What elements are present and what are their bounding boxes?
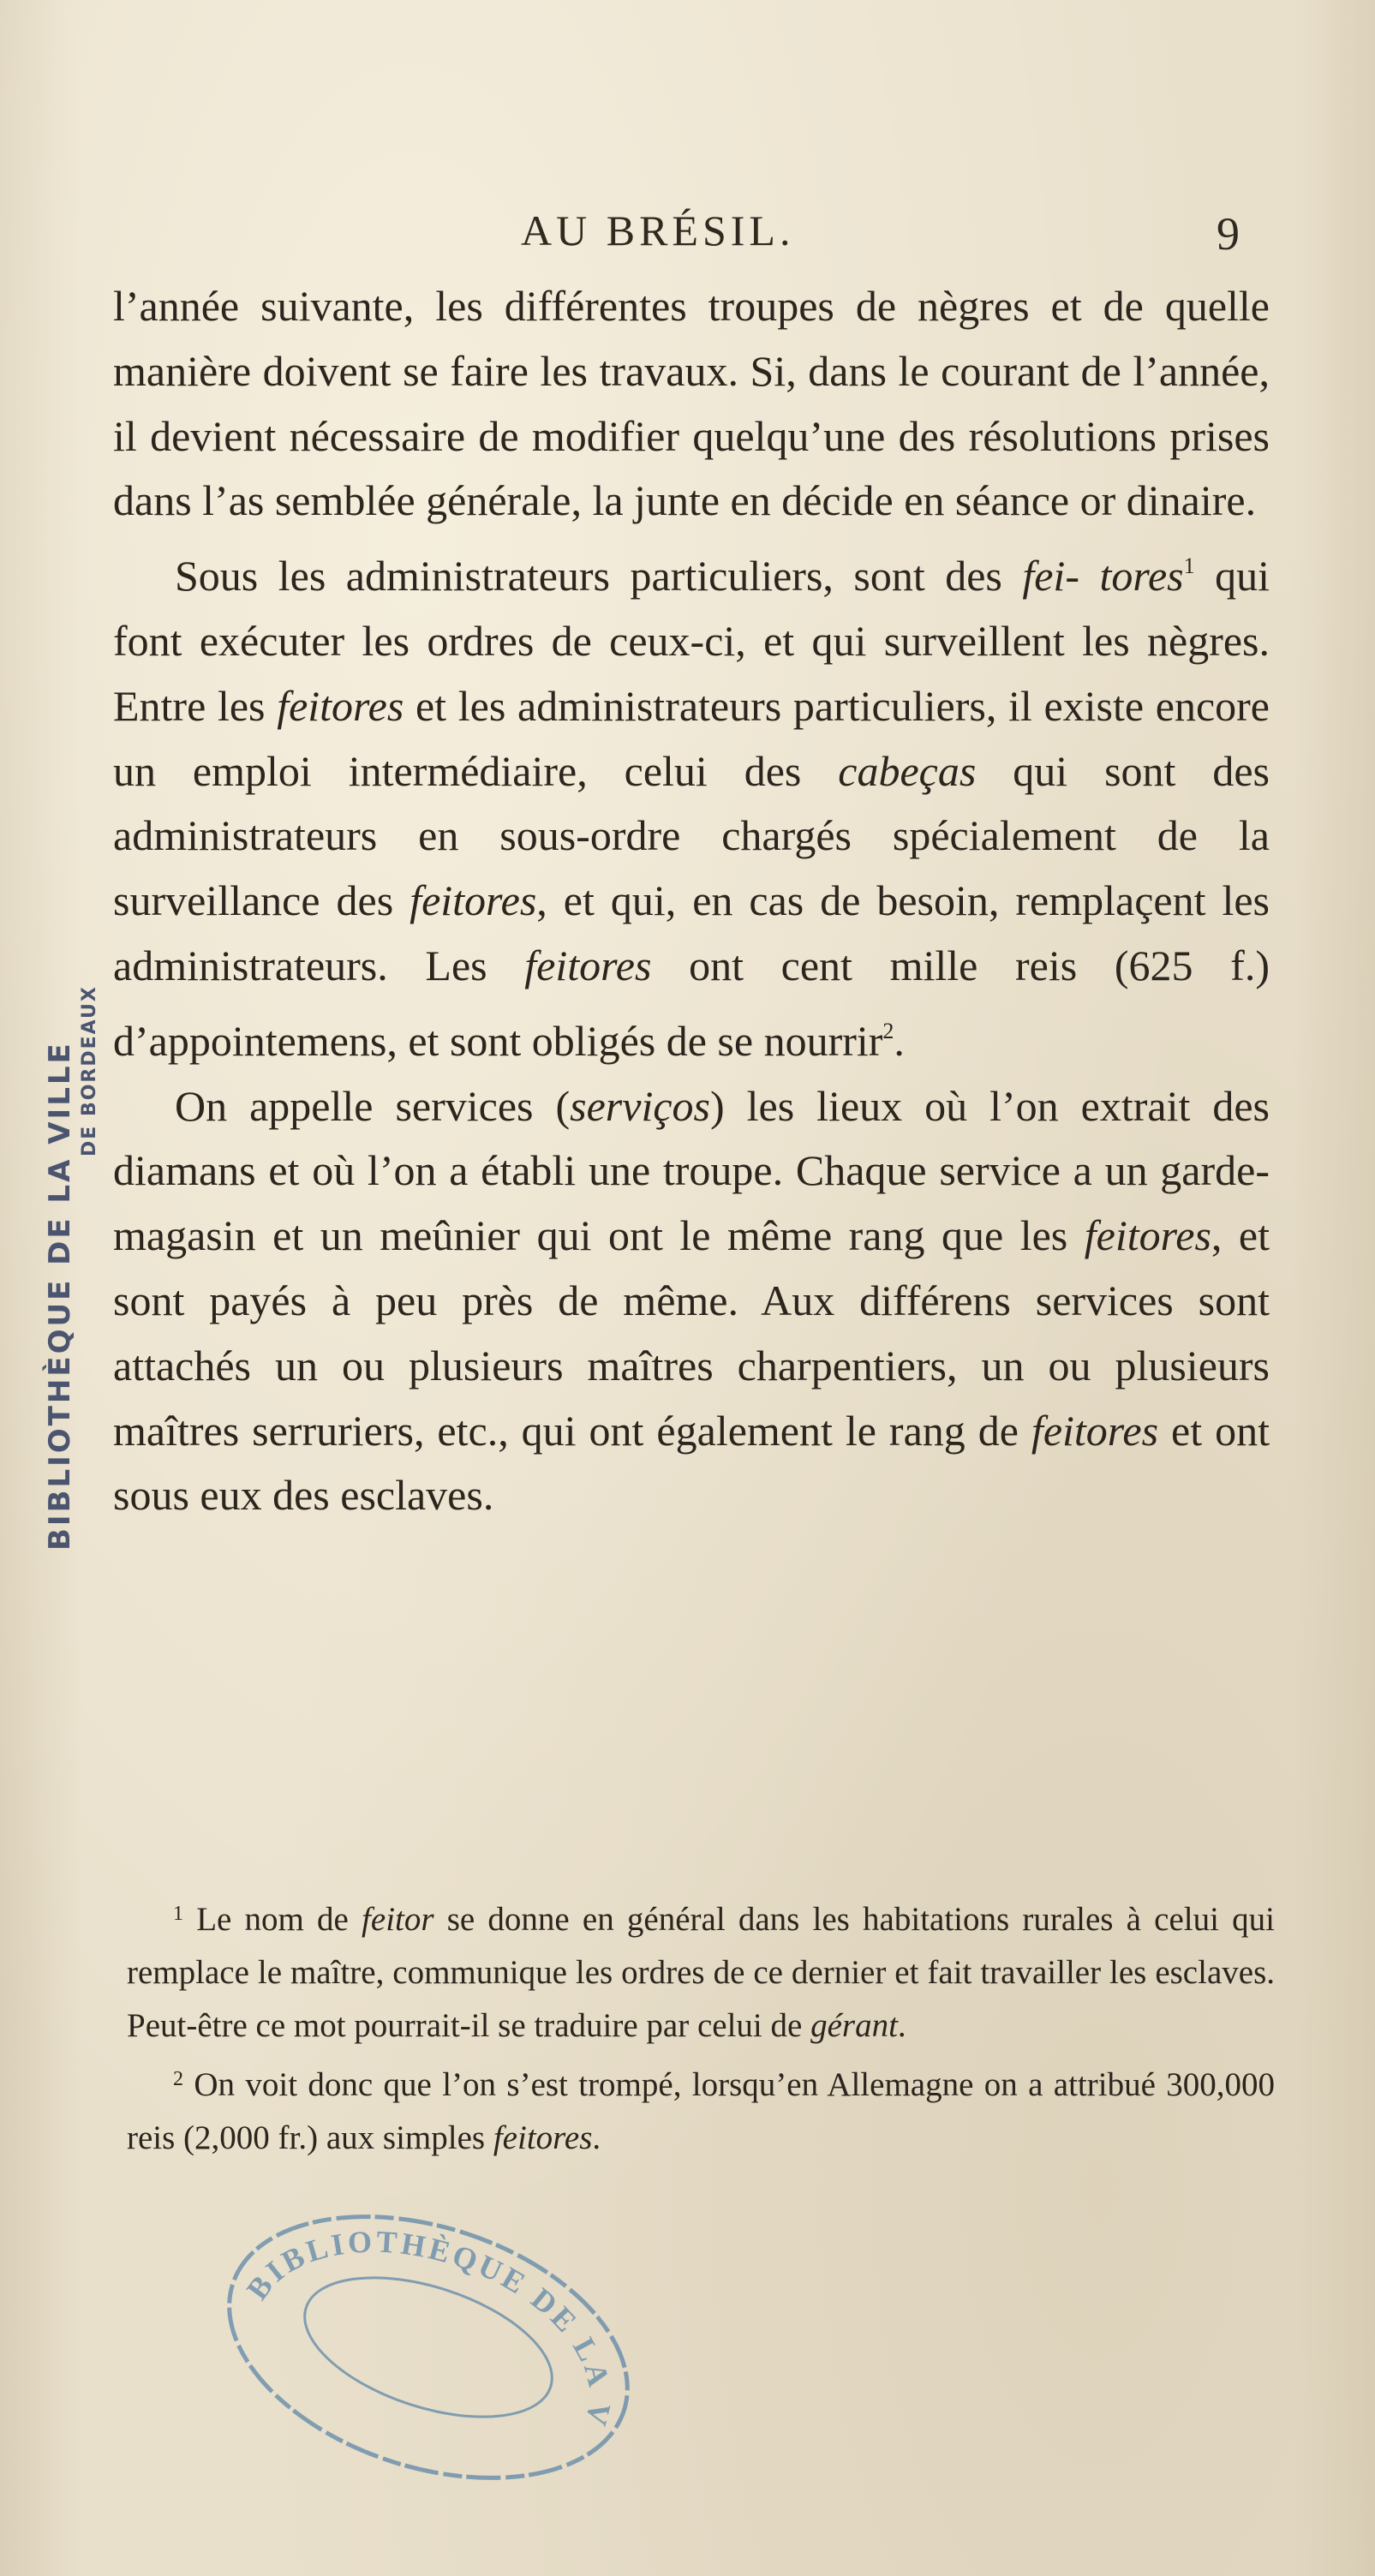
italic-term: feitores <box>277 681 404 730</box>
text-run: . <box>894 1016 905 1065</box>
text-run: ) les lieux où l’on extrait des diamans et où l’on a établi une troupe. Chaque service a un garde-magasin et un meûnier qui ont le même rang que les <box>113 1081 1270 1260</box>
italic-term: serviços <box>570 1081 710 1130</box>
italic-term: feitores <box>493 2119 593 2156</box>
text-run: , et qui, en cas de besoin, remplaçent les administrateurs. Les <box>113 876 1270 989</box>
main-text <box>113 274 1270 1528</box>
stamp-arc-text: BIBLIOTHÈQUE DE LA VILLE <box>239 2224 618 2433</box>
italic-term: tores <box>1099 552 1184 601</box>
italic-term: feitor <box>362 1901 434 1938</box>
italic-term: cabeças <box>838 746 977 795</box>
page-header <box>0 206 1375 274</box>
footnote-ref: 2 <box>882 1018 894 1043</box>
text-run: . <box>897 2007 906 2044</box>
oval-library-stamp <box>197 2193 660 2501</box>
footnote-2 <box>127 2053 1275 2165</box>
italic-term: feitores <box>410 876 537 925</box>
page-number: 9 <box>1217 208 1240 260</box>
paragraph-3 <box>113 1074 1270 1529</box>
footnotes <box>127 1887 1275 2165</box>
text-line: modifier quelqu’une des résolutions prises dans l’as <box>113 411 1270 525</box>
footnote-1 <box>127 1887 1275 2053</box>
text-line: dans le courant de l’année, il devient nécessaire de <box>113 346 1270 460</box>
text-run: et ont sous eux des esclaves. <box>113 1406 1270 1520</box>
italic-term: feitores <box>1084 1211 1211 1260</box>
text-run: On appelle services ( <box>175 1081 571 1130</box>
text-run: . <box>592 2119 601 2156</box>
italic-term: gérant <box>810 2007 898 2044</box>
paragraph-1 <box>113 274 1270 534</box>
text-line: de quelle manière doivent se faire les travaux. Si, <box>113 282 1270 395</box>
text-line: semblée générale, la junte en décide en séance or <box>274 476 1116 525</box>
side-stamp-text: BIBLIOTHÈQUE DE LA VILLE <box>43 1041 77 1551</box>
text-run: , et sont payés à peu près de même. Aux différens services sont attachés un ou plusieurs maîtres charpentiers, un ou plusieurs maîtres serruriers, etc., qui ont également le rang de <box>113 1211 1270 1455</box>
italic-term: feitores <box>1031 1406 1159 1455</box>
text-run: se donne en général dans les habitations rurales à celui qui remplace le maître, communique les ordres de ce dernier et fait travailler les esclaves. Peut-être ce mot pourrait-il se traduire par celui de <box>127 1901 1275 2044</box>
text-run: On voit donc que l’on s’est trompé, lorsqu’en Allemagne on a attribué 300,000 reis (2,000 fr.) aux simples <box>127 2066 1275 2156</box>
side-stamp-subtext: DE BORDEAUX <box>79 985 100 1157</box>
text-run: ont cent mille reis (625 f.) d’appointemens, et sont obligés de se nourrir <box>113 941 1270 1065</box>
text-line: l’année suivante, les différentes troupes de nègres et <box>113 282 1103 330</box>
text-run: et les administrateurs particuliers, il existe encore un emploi intermédiaire, celui des <box>113 681 1270 795</box>
text-run: qui sont des administrateurs en sous-ordre chargés spécialement de la surveillance des <box>113 746 1270 925</box>
library-side-stamp <box>0 985 129 1551</box>
running-title: AU BRÉSIL. <box>521 206 795 254</box>
italic-term: feitores <box>524 941 652 989</box>
text-run: Le nom de <box>183 1901 362 1938</box>
footnote-ref: 1 <box>1183 553 1195 579</box>
text-line: dinaire. <box>1126 476 1257 525</box>
text-run: qui font exécuter les ordres de ceux-ci, et qui surveillent les nègres. Entre les <box>113 552 1270 730</box>
footnote-mark: 2 <box>173 2068 183 2090</box>
paragraph-2 <box>113 534 1270 1073</box>
footnote-mark: 1 <box>173 1903 183 1925</box>
italic-term: fei- <box>1022 552 1079 601</box>
text-run: Sous les administrateurs particuliers, sont des <box>175 552 1023 601</box>
